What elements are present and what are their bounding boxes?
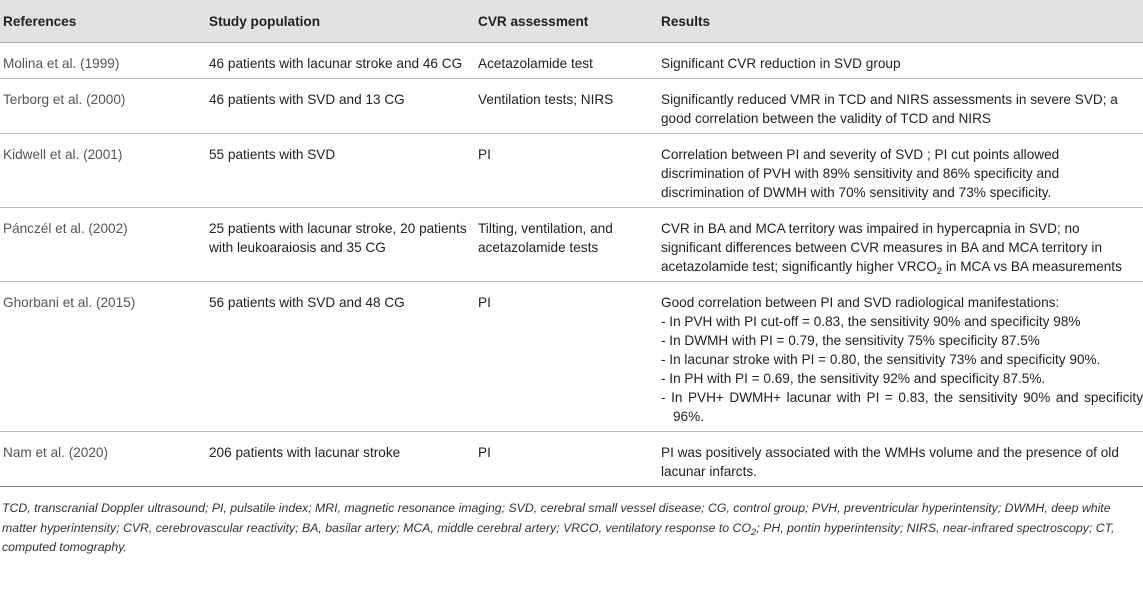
header-study-population: Study population <box>206 0 475 43</box>
results-bullet: - In PH with PI = 0.69, the sensitivity 92% and specificity 87.5%. <box>661 371 1046 386</box>
results-intro: Good correlation between PI and SVD radiological manifestations: <box>661 295 1060 310</box>
reference-cell: Nam et al. (2020) <box>0 432 206 487</box>
results-bullet: - In DWMH with PI = 0.79, the sensitivity 75% specificity 87.5% <box>661 333 1040 348</box>
header-cvr-assessment: CVR assessment <box>475 0 658 43</box>
table-footnote <box>0 487 1143 558</box>
results-cell: Correlation between PI and severity of SVD ; PI cut points allowed discrimination of PVH with 89% sensitivity and 86% specificity and discrimination of DWMH with 70% sensitivity and 73% specificity. <box>658 134 1143 208</box>
reference-cell: Pánczél et al. (2002) <box>0 208 206 282</box>
table-row <box>0 79 1143 134</box>
subscript-2: 2 <box>936 266 943 277</box>
results-bullet: - In PVH+ DWMH+ lacunar with PI = 0.83, the sensitivity 90% and specificity 96%. <box>661 390 1143 424</box>
assessment-cell: PI <box>475 282 658 432</box>
table-header <box>0 0 1143 43</box>
header-results: Results <box>658 0 1143 43</box>
table-row <box>0 134 1143 208</box>
assessment-cell: Ventilation tests; NIRS <box>475 79 658 134</box>
assessment-cell: Tilting, ventilation, and acetazolamide tests <box>475 208 658 282</box>
header-row <box>0 0 1143 43</box>
results-cell <box>658 208 1143 282</box>
table-body <box>0 43 1143 487</box>
population-cell: 25 patients with lacunar stroke, 20 patients with leukoaraiosis and 35 CG <box>206 208 475 282</box>
header-references: References <box>0 0 206 43</box>
reference-cell: Kidwell et al. (2001) <box>0 134 206 208</box>
table-row <box>0 208 1143 282</box>
population-cell: 46 patients with lacunar stroke and 46 CG <box>206 43 475 79</box>
table-row <box>0 282 1143 432</box>
population-cell: 56 patients with SVD and 48 CG <box>206 282 475 432</box>
reference-cell: Ghorbani et al. (2015) <box>0 282 206 432</box>
results-cell: PI was positively associated with the WMHs volume and the presence of old lacunar infarcts. <box>658 432 1143 487</box>
results-text: CVR in BA and MCA territory was impaired in hypercapnia in SVD; no significant differences between CVR measures in BA and MCA territory in acetazolamide test; significantly higher VRCO <box>661 221 1102 274</box>
assessment-cell: PI <box>475 432 658 487</box>
results-cell <box>658 282 1143 432</box>
footnote-text: TCD, transcranial Doppler ultrasound; PI, pulsatile index; MRI, magnetic resonance imaging; SVD, cerebral small vessel disease; CG, control group; PVH, preventricular hyperintensity; DWMH, deep white matter hyperintensity; CVR, cerebrovascular reactivity; BA, basilar artery; MCA, middle cerebral artery; VRCO, ventilatory response to CO <box>2 501 1111 535</box>
footnote-text-end: ; PH, pontin hyperintensity; NIRS, near-infrared spectroscopy; CT, computed tomography. <box>2 520 1115 554</box>
population-cell: 206 patients with lacunar stroke <box>206 432 475 487</box>
footnote-subscript-2: 2 <box>751 526 757 538</box>
table-row <box>0 432 1143 487</box>
reference-cell: Molina et al. (1999) <box>0 43 206 79</box>
table-row <box>0 43 1143 79</box>
population-cell: 46 patients with SVD and 13 CG <box>206 79 475 134</box>
reference-cell: Terborg et al. (2000) <box>0 79 206 134</box>
results-cell: Significant CVR reduction in SVD group <box>658 43 1143 79</box>
results-bullet: - In lacunar stroke with PI = 0.80, the sensitivity 73% and specificity 90%. <box>661 352 1101 367</box>
results-text-end: in MCA vs BA measurements <box>942 259 1122 274</box>
results-bullet: - In PVH with PI cut-off = 0.83, the sensitivity 90% and specificity 98% <box>661 314 1081 329</box>
results-cell: Significantly reduced VMR in TCD and NIRS assessments in severe SVD; a good correlation between the validity of TCD and NIRS <box>658 79 1143 134</box>
assessment-cell: Acetazolamide test <box>475 43 658 79</box>
population-cell: 55 patients with SVD <box>206 134 475 208</box>
assessment-cell: PI <box>475 134 658 208</box>
